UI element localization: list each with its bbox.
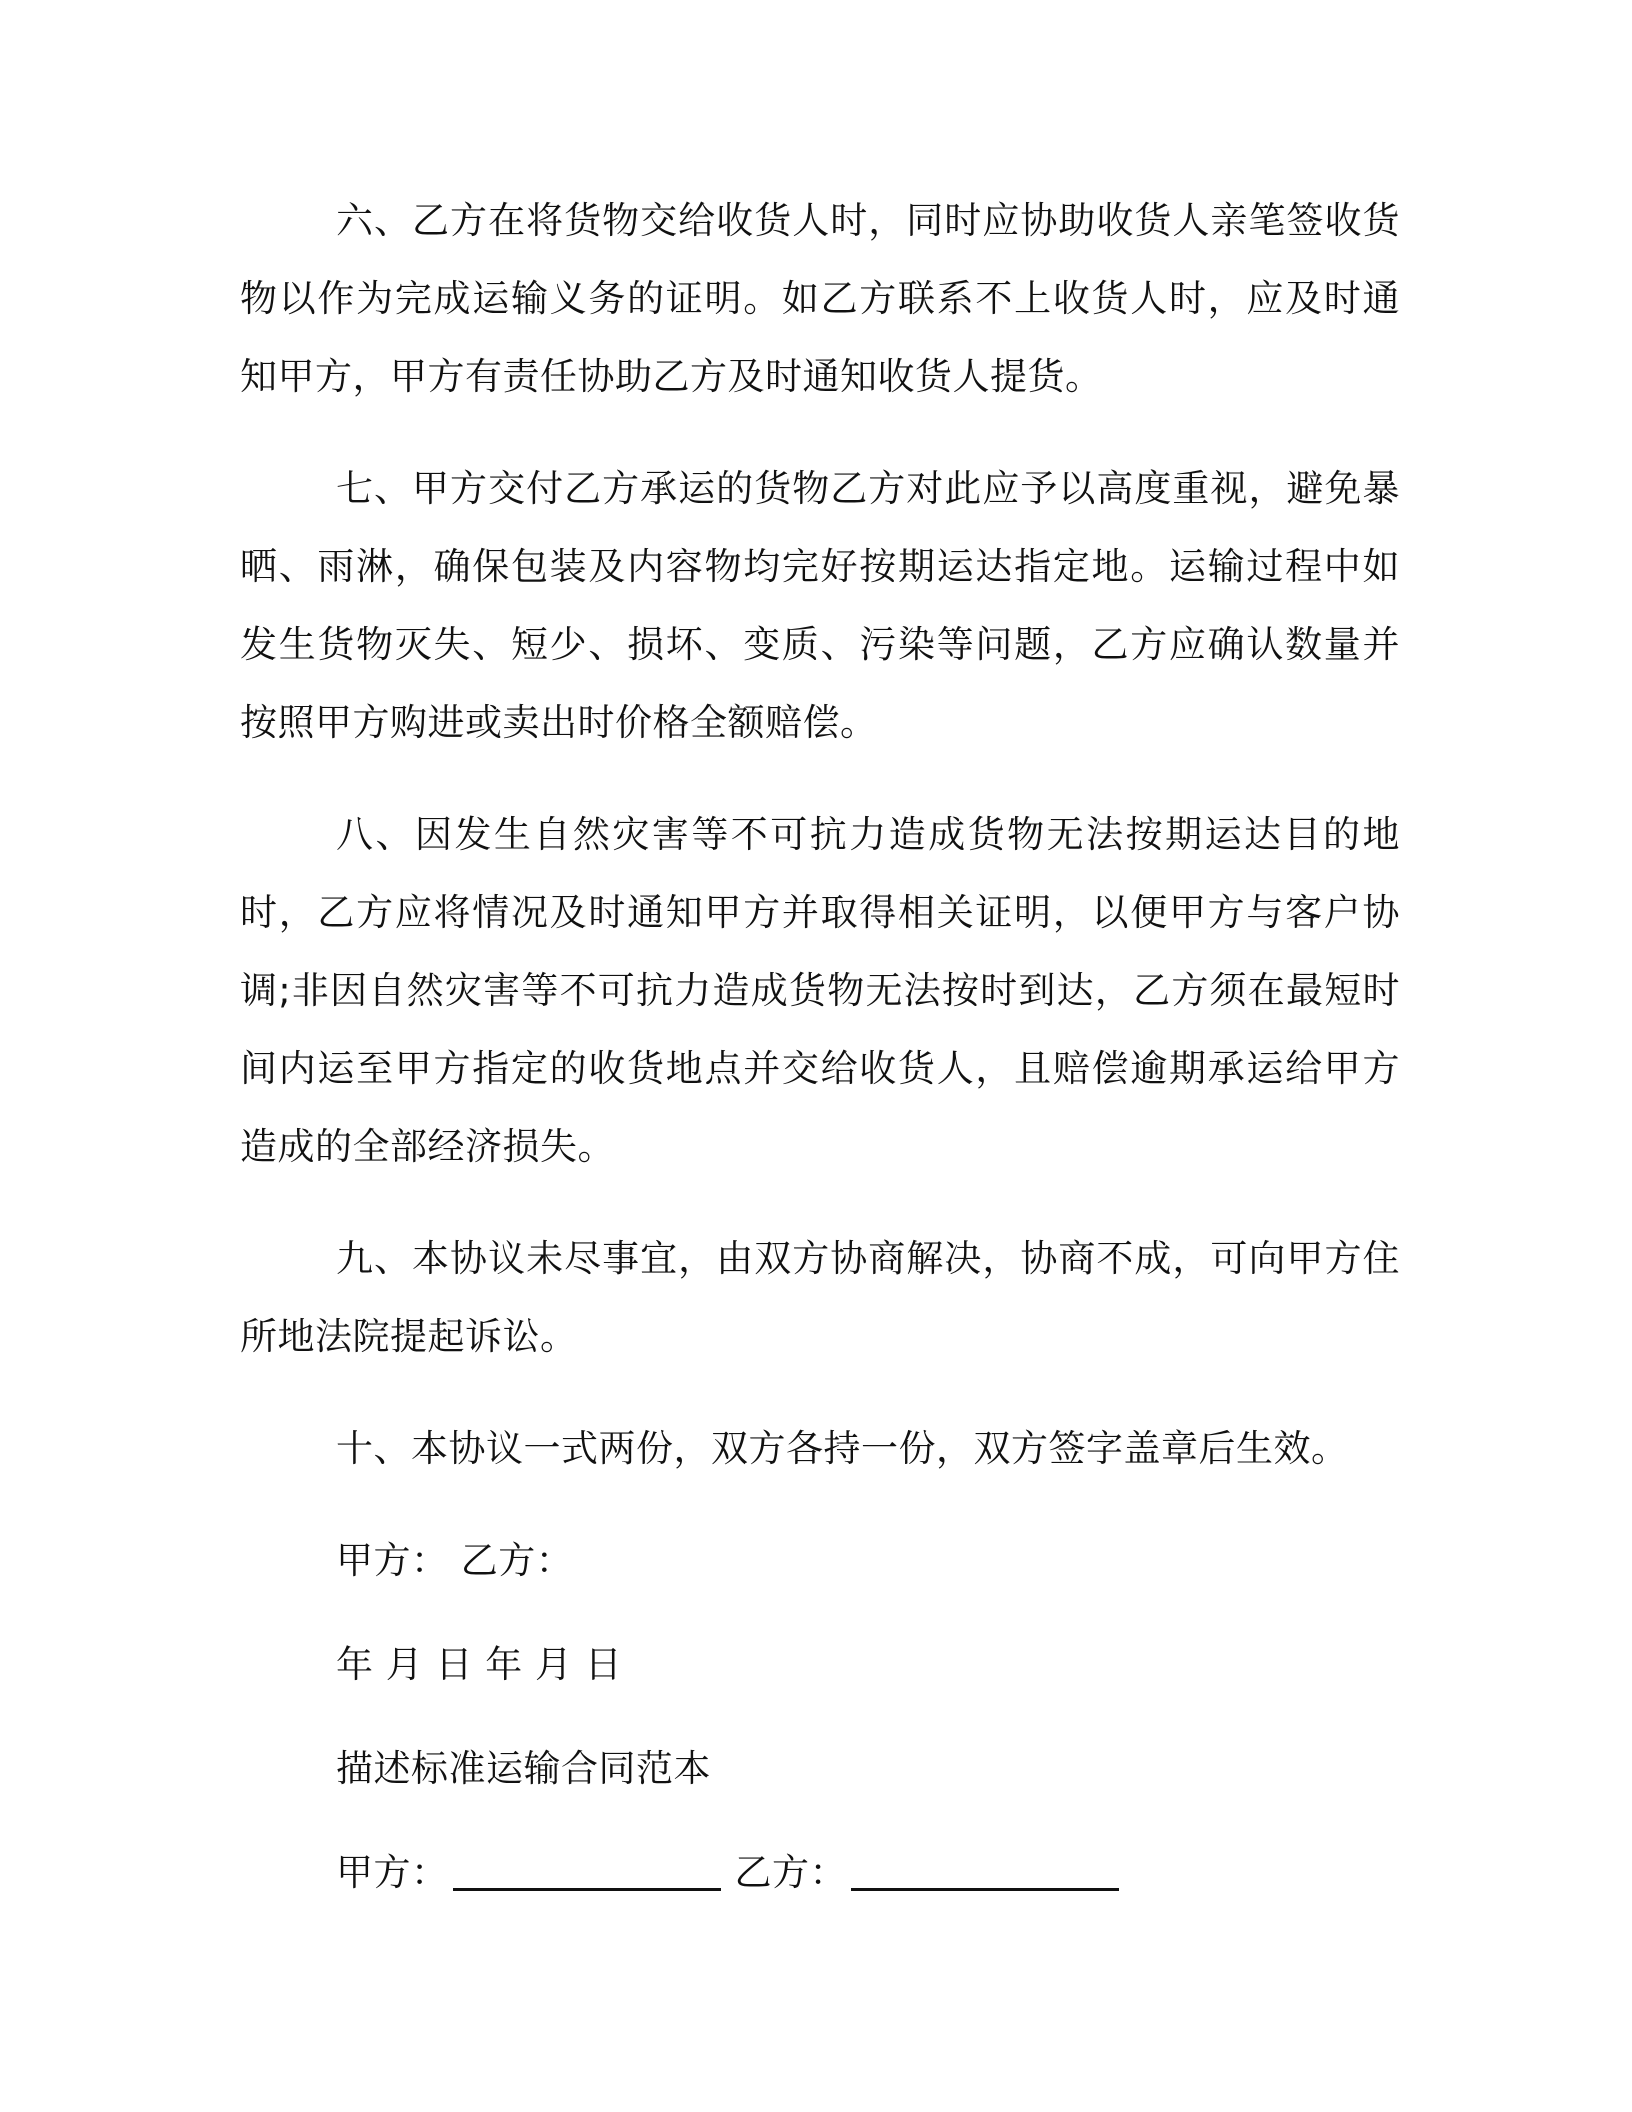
section-title: 描述标准运输合同范本 xyxy=(336,1747,711,1790)
party-a-label: 甲方： xyxy=(336,1851,449,1894)
clause-7: 七、甲方交付乙方承运的货物乙方对此应予以高度重视，避免暴晒、雨淋，确保包装及内容物均完好按期运达指定地。运输过程中如发生货物灭失、短少、损坏、变质、污染等问题，乙方应确认数量并按照甲方购进或卖出时价格全额赔偿。 xyxy=(240,467,1400,744)
clause-8: 八、因发生自然灾害等不可抗力造成货物无法按期运达目的地时，乙方应将情况及时通知甲方并取得相关证明，以便甲方与客户协调;非因自然灾害等不可抗力造成货物无法按时到达，乙方须在最短时间内运至甲方指定的收货地点并交给收货人，且赔偿逾期承运给甲方造成的全部经济损失。 xyxy=(240,813,1400,1168)
clause-9: 九、本协议未尽事宜，由双方协商解决，协商不成，可向甲方住所地法院提起诉讼。 xyxy=(240,1237,1400,1358)
party-b-blank xyxy=(851,1848,1119,1891)
party-fields-line xyxy=(336,1834,1400,1912)
clause-6: 六、乙方在将货物交给收货人时，同时应协助收货人亲笔签收货物以作为完成运输义务的证明。如乙方联系不上收货人时，应及时通知甲方，甲方有责任协助乙方及时通知收货人提货。 xyxy=(240,199,1400,398)
party-a-blank xyxy=(453,1848,721,1891)
document-body xyxy=(240,182,1400,1938)
clause-10: 十、本协议一式两份，双方各持一份，双方签字盖章后生效。 xyxy=(336,1427,1349,1470)
party-b-label: 乙方： xyxy=(734,1851,847,1894)
signature-date-line: 年 月 日 年 月 日 xyxy=(336,1643,623,1686)
signature-parties-line: 甲方： 乙方： xyxy=(336,1539,574,1582)
